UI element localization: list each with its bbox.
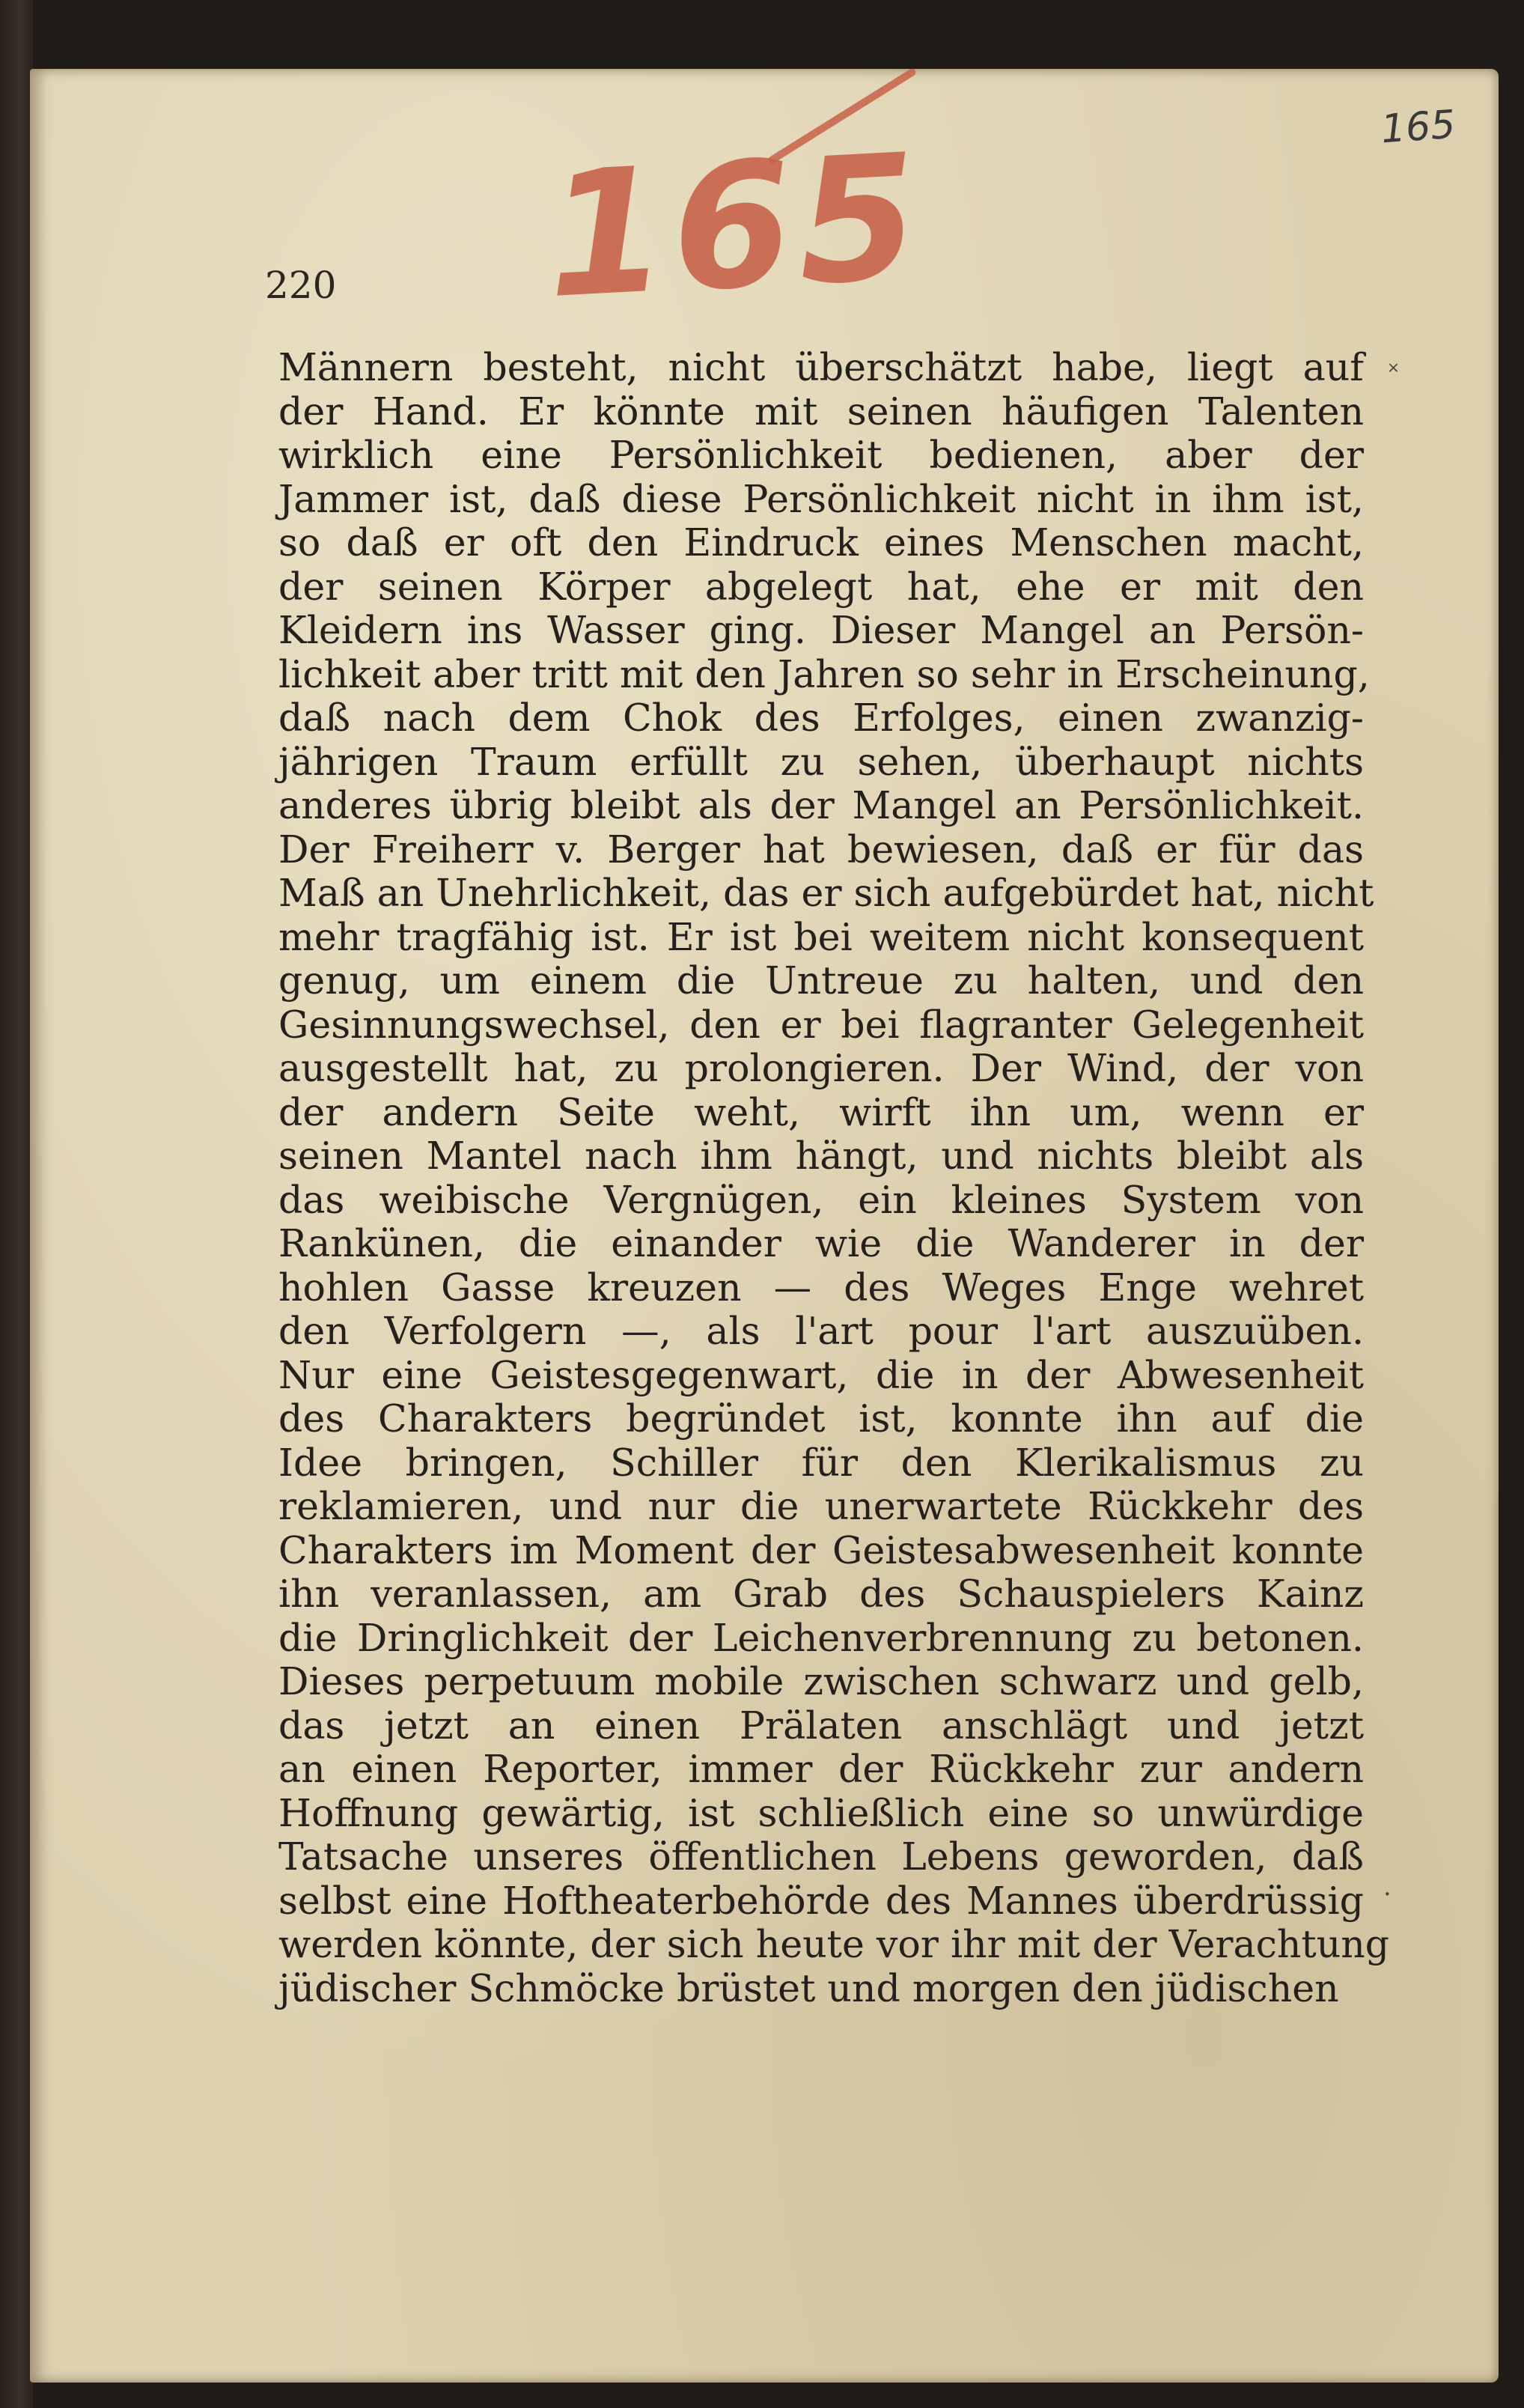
text-line: Maß an Unehrlichkeit, das er sich aufgebürdet hat, nicht — [278, 871, 1374, 915]
text-line: Hoffnung gewärtig, ist schließlich eine so unwürdige — [278, 1790, 1364, 1835]
text-line: Tatsache unseres öffentlichen Lebens geworden, daß — [278, 1834, 1364, 1879]
text-line: an einen Reporter, immer der Rückkehr zur andern — [278, 1747, 1364, 1791]
body-text — [278, 345, 1390, 2010]
text-line: jüdischer Schmöcke brüstet und morgen den jüdischen — [278, 1965, 1339, 2010]
book-spine — [0, 0, 33, 2408]
text-line: die Dringlichkeit der Leichenverbrennung zu betonen. — [278, 1615, 1364, 1660]
text-line: der seinen Körper abgelegt hat, ehe er mit den — [278, 564, 1364, 609]
text-line: Rankünen, die einander wie die Wanderer in der — [278, 1221, 1364, 1265]
text-line: werden könnte, der sich heute vor ihr mit der Verachtung — [278, 1922, 1390, 1966]
handwritten-folio-number: 165 — [1380, 102, 1457, 153]
text-line: Charakters im Moment der Geistesabwesenheit konnte — [278, 1527, 1364, 1572]
text-line: daß nach dem Chok des Erfolges, einen zwanzig- — [278, 696, 1364, 740]
text-line: Der Freiherr v. Berger hat bewiesen, daß er für das — [278, 827, 1364, 872]
text-line: jährigen Traum erfüllt zu sehen, überhaupt nichts — [278, 739, 1364, 784]
text-line: hohlen Gasse kreuzen — des Weges Enge wehret — [278, 1265, 1364, 1310]
text-line: das jetzt an einen Prälaten anschlägt und jetzt — [278, 1703, 1364, 1748]
text-line: anderes übrig bleibt als der Mangel an Persönlichkeit. — [278, 783, 1364, 827]
text-line: den Verfolgern —, als l'art pour l'art auszuüben. — [278, 1309, 1364, 1353]
margin-mark: ˟ — [1389, 358, 1398, 388]
text-line: Männern besteht, nicht überschätzt habe, liegt auf — [278, 345, 1364, 389]
text-line: Kleidern ins Wasser ging. Dieser Mangel an Persön- — [278, 608, 1364, 652]
text-line: ausgestellt hat, zu prolongieren. Der Wind, der von — [278, 1046, 1364, 1090]
text-line: genug, um einem die Untreue zu halten, und den — [278, 958, 1364, 1003]
text-line: Jammer ist, daß diese Persönlichkeit nicht in ihm ist, — [278, 476, 1364, 521]
red-pencil-folio-number: 165 — [541, 117, 929, 338]
text-line: selbst eine Hoftheaterbehörde des Mannes überdrüssig — [278, 1878, 1364, 1923]
text-line: so daß er oft den Eindruck eines Menschen macht, — [278, 520, 1364, 565]
text-line: lichkeit aber tritt mit den Jahren so sehr in Erscheinung, — [278, 651, 1370, 696]
text-line: Nur eine Geistesgegenwart, die in der Abwesenheit — [278, 1352, 1364, 1397]
text-line: der andern Seite weht, wirft ihn um, wenn er — [278, 1089, 1364, 1134]
text-line: Dieses perpetuum mobile zwischen schwarz und gelb, — [278, 1659, 1364, 1703]
page-number: 220 — [265, 264, 337, 307]
text-line: wirklich eine Persönlichkeit bedienen, aber der — [278, 433, 1364, 477]
text-line: mehr tragfähig ist. Er ist bei weitem nicht konsequent — [278, 914, 1364, 959]
text-line: ihn veranlassen, am Grab des Schauspielers Kainz — [278, 1572, 1364, 1616]
text-line: des Charakters begründet ist, konnte ihn auf die — [278, 1396, 1364, 1441]
text-line: reklamieren, und nur die unerwartete Rückkehr des — [278, 1484, 1364, 1528]
margin-mark: · — [1383, 1879, 1392, 1909]
text-line: Idee bringen, Schiller für den Klerikalismus zu — [278, 1440, 1364, 1485]
text-line: das weibische Vergnügen, ein kleines System von — [278, 1177, 1364, 1222]
text-line: seinen Mantel nach ihm hängt, und nichts bleibt als — [278, 1134, 1364, 1178]
text-line: der Hand. Er könnte mit seinen häufigen Talenten — [278, 389, 1364, 434]
text-line: Gesinnungswechsel, den er bei flagranter Gelegenheit — [278, 1002, 1364, 1047]
